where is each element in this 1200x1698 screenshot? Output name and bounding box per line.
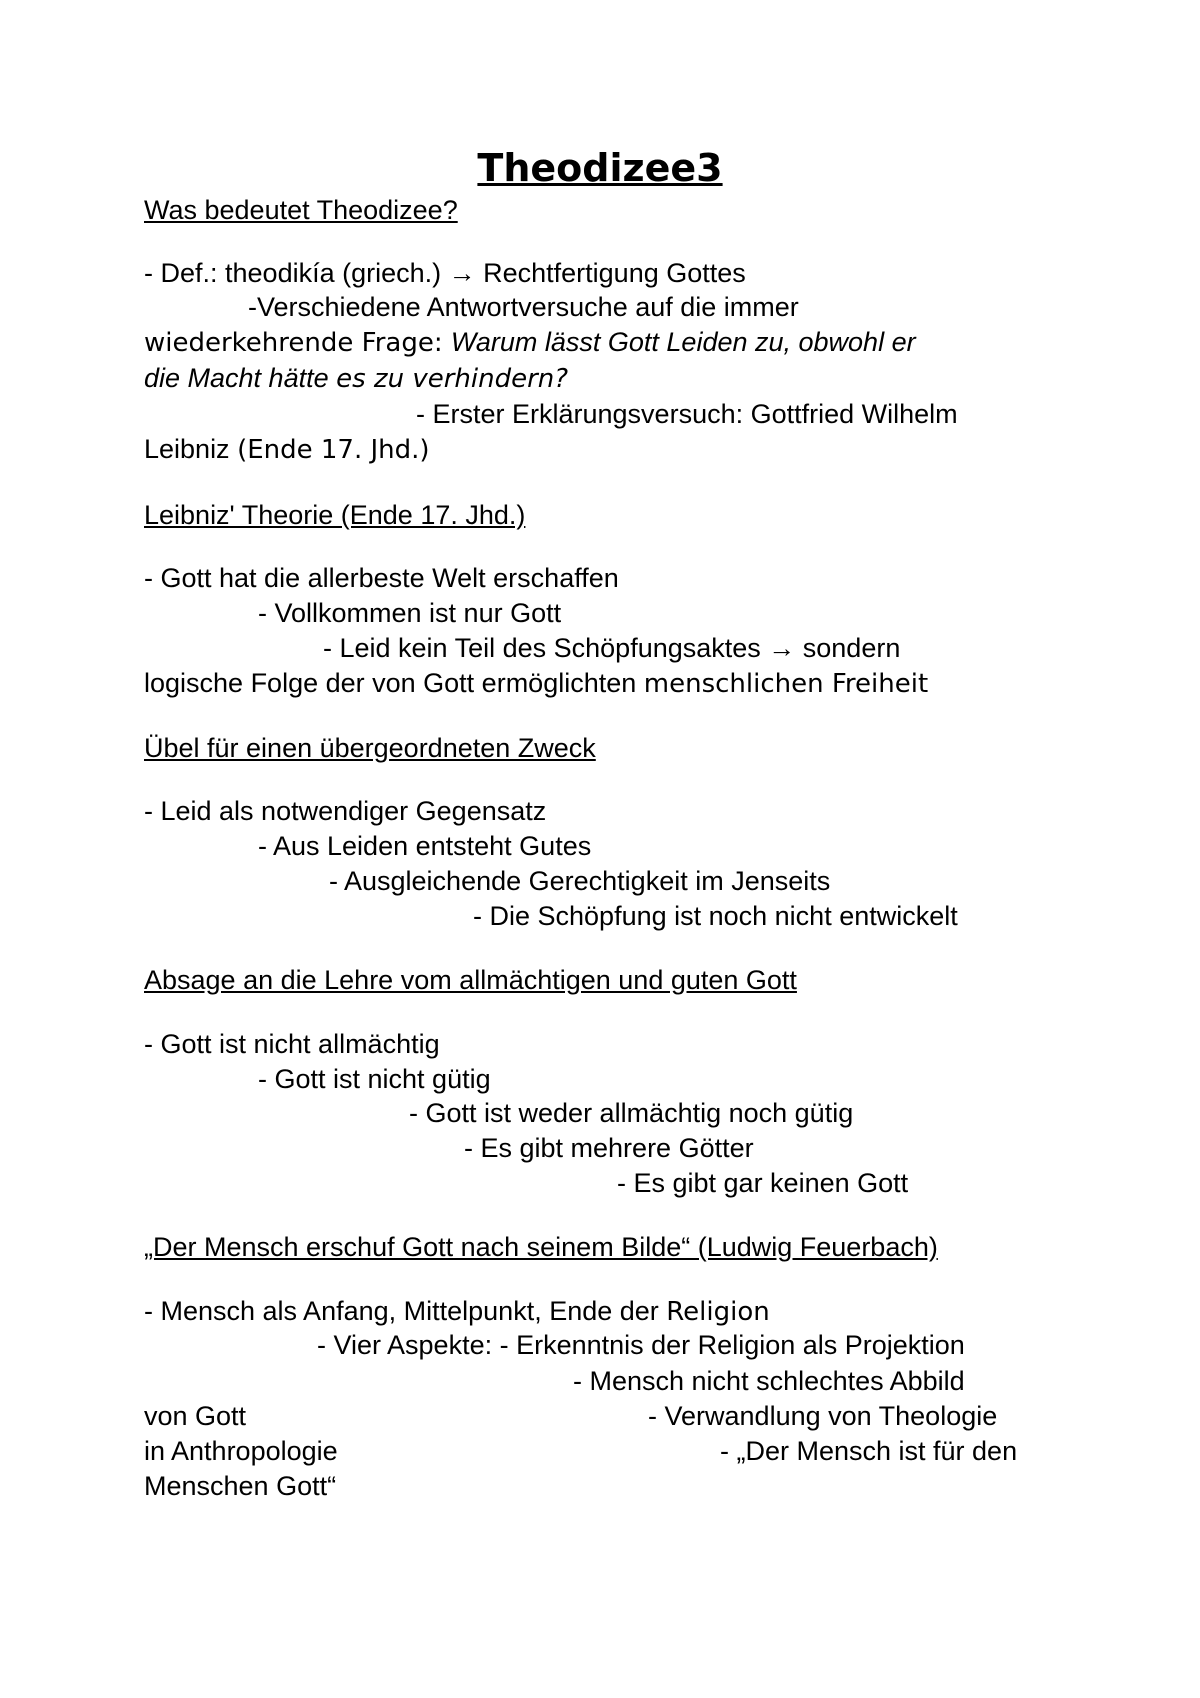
text-span: logische Folge der von Gott ermöglichten bbox=[144, 668, 644, 698]
text-line: - Die Schöpfung ist noch nicht entwickelt bbox=[473, 901, 958, 931]
italic-text: es zu verhindern? bbox=[336, 364, 569, 394]
text-line: in Anthropologie bbox=[144, 1436, 338, 1466]
text-line: - Gott ist nicht gütig bbox=[258, 1064, 491, 1094]
page-title: Theodizee3 bbox=[477, 146, 723, 190]
text-line: - Aus Leiden entsteht Gutes bbox=[258, 831, 592, 861]
text-line: - Mensch nicht schlechtes Abbild bbox=[573, 1366, 965, 1396]
section-heading-feuerbach: „Der Mensch erschuf Gott nach seinem Bilde“ (Ludwig Feuerbach) bbox=[144, 1232, 938, 1262]
text-span: (Ende 17. Jhd.) bbox=[237, 435, 430, 465]
text-line: - Vollkommen ist nur Gott bbox=[258, 598, 562, 628]
text-line: -Verschiedene Antwortversuche auf die immer bbox=[248, 292, 799, 322]
text-line: Menschen Gott“ bbox=[144, 1471, 337, 1501]
text-line: - Gott hat die allerbeste Welt erschaffen bbox=[144, 563, 619, 593]
text-line: - Vier Aspekte: - Erkenntnis der Religion als Projektion bbox=[317, 1330, 965, 1360]
text-line: - Leid als notwendiger Gegensatz bbox=[144, 796, 547, 826]
text-span: Leibniz bbox=[144, 434, 238, 464]
section-heading-leibniz: Leibniz' Theorie (Ende 17. Jhd.) bbox=[144, 500, 526, 530]
section-heading-uebel: Übel für einen übergeordneten Zweck bbox=[144, 733, 596, 763]
text-line bbox=[144, 361, 568, 396]
text-line: - „Der Mensch ist für den bbox=[720, 1436, 1018, 1466]
text-line: - Es gibt mehrere Götter bbox=[464, 1133, 754, 1163]
text-line: von Gott bbox=[144, 1401, 247, 1431]
text-line: - Verwandlung von Theologie bbox=[648, 1401, 998, 1431]
text-line: - Erster Erklärungsversuch: Gottfried Wilhelm bbox=[416, 399, 958, 429]
text-span: wiederkehrende Frage: bbox=[144, 328, 451, 358]
text-line bbox=[144, 1294, 770, 1329]
text-span: Religion bbox=[666, 1297, 770, 1327]
text-line: - Gott ist weder allmächtig noch gütig bbox=[409, 1098, 854, 1128]
text-line: - Def.: theodikía (griech.) → Rechtfertigung Gottes bbox=[144, 258, 746, 288]
text-span: menschlichen Freiheit bbox=[643, 669, 929, 699]
italic-text: Warum lässt Gott Leiden zu, obwohl er bbox=[450, 327, 916, 357]
text-span: - Mensch als Anfang, Mittelpunkt, Ende der bbox=[144, 1296, 667, 1326]
text-line bbox=[144, 325, 916, 360]
section-heading-theodizee: Was bedeutet Theodizee? bbox=[144, 195, 458, 225]
italic-text: die Macht hätte bbox=[144, 363, 337, 393]
text-line bbox=[144, 666, 928, 701]
text-line bbox=[144, 432, 430, 467]
text-line: - Ausgleichende Gerechtigkeit im Jenseits bbox=[329, 866, 831, 896]
text-line: - Gott ist nicht allmächtig bbox=[144, 1029, 440, 1059]
section-heading-absage: Absage an die Lehre vom allmächtigen und guten Gott bbox=[144, 965, 797, 995]
text-line: - Es gibt gar keinen Gott bbox=[617, 1168, 909, 1198]
text-line: - Leid kein Teil des Schöpfungsaktes → sondern bbox=[323, 633, 901, 663]
